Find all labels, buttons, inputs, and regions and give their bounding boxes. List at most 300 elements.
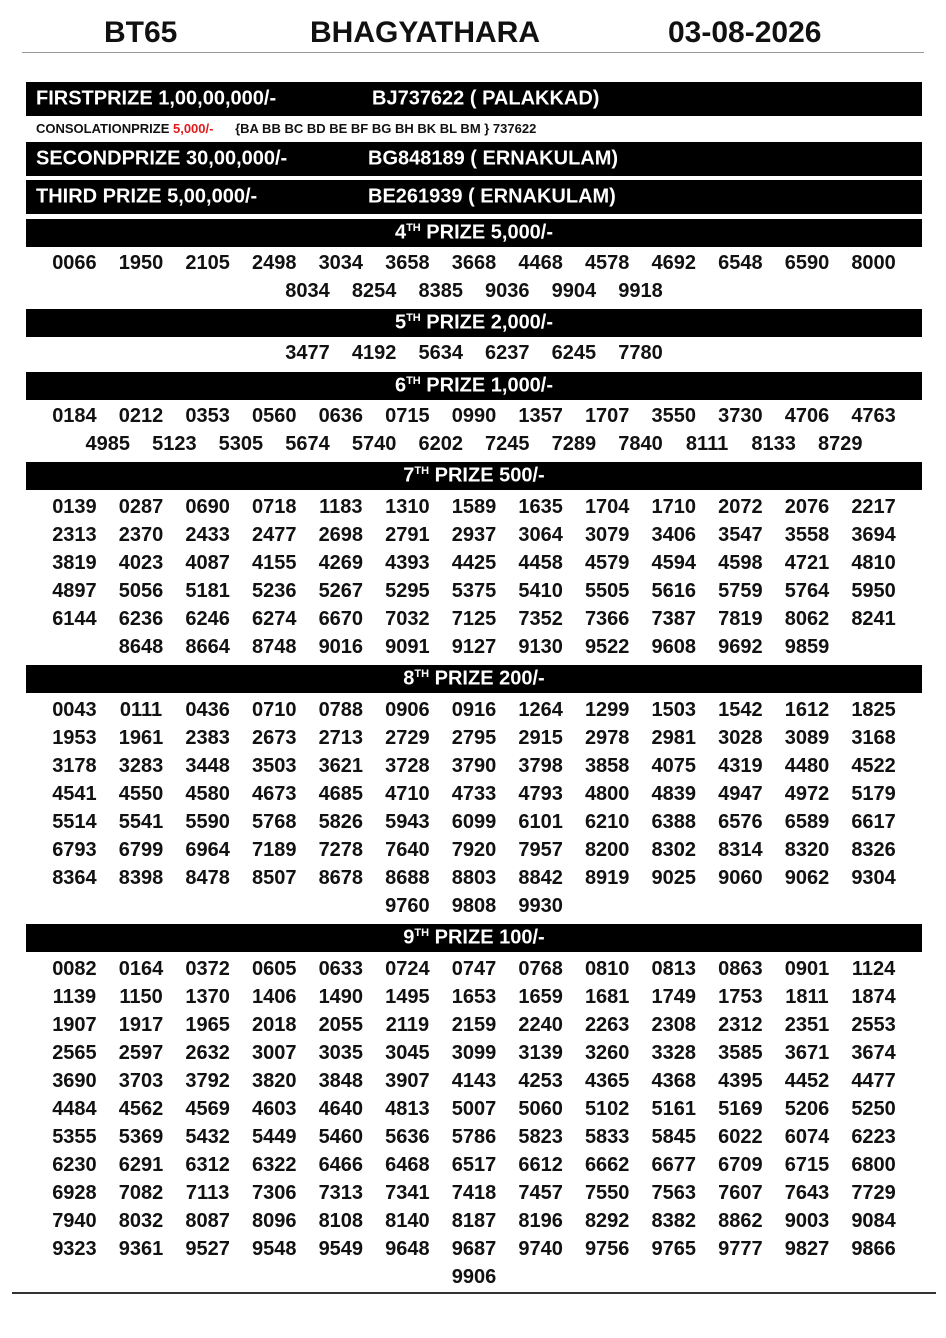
winning-number: 1370 xyxy=(185,986,230,1008)
winning-number: 6223 xyxy=(851,1126,896,1148)
winning-number: 5674 xyxy=(285,433,330,455)
winning-number: 2055 xyxy=(318,1014,364,1036)
winning-number: 3703 xyxy=(118,1070,164,1092)
winning-number: 4087 xyxy=(185,552,230,574)
winning-number: 7352 xyxy=(518,608,563,630)
winning-number: 1124 xyxy=(851,958,896,980)
winning-number: 9904 xyxy=(551,280,597,302)
winning-number: 4673 xyxy=(251,783,297,805)
prize-8-bar xyxy=(26,665,922,693)
winning-number: 1635 xyxy=(518,496,563,518)
winning-number: 2263 xyxy=(584,1014,630,1036)
number-row xyxy=(24,249,924,277)
winning-number: 4603 xyxy=(251,1098,297,1120)
winning-number: 2498 xyxy=(251,252,297,274)
winning-number: 1811 xyxy=(785,986,829,1008)
second-prize-label: SECONDPRIZE 30,00,000/- xyxy=(36,147,288,170)
winning-number: 9777 xyxy=(718,1238,763,1260)
winning-number: 6099 xyxy=(451,811,497,833)
prize-4-numbers xyxy=(24,249,924,305)
winning-number: 7313 xyxy=(318,1182,364,1204)
winning-number: 4598 xyxy=(718,552,763,574)
winning-number: 3674 xyxy=(851,1042,896,1064)
winning-number: 5060 xyxy=(518,1098,563,1120)
number-row xyxy=(24,1263,924,1291)
winning-number: 5267 xyxy=(318,580,364,602)
winning-number: 4522 xyxy=(851,755,896,777)
winning-number: 5206 xyxy=(784,1098,830,1120)
winning-number: 1150 xyxy=(119,986,163,1008)
winning-number: 5590 xyxy=(185,811,230,833)
winning-number: 9025 xyxy=(651,867,697,889)
winning-number: 9608 xyxy=(651,636,697,658)
winning-number: 2433 xyxy=(185,524,230,546)
number-row xyxy=(24,493,924,521)
number-row xyxy=(24,1151,924,1179)
prize-9-title xyxy=(26,927,922,950)
winning-number: 8034 xyxy=(285,280,330,302)
winning-number: 0353 xyxy=(185,405,230,427)
winning-number: 3448 xyxy=(185,755,230,777)
winning-number: 6709 xyxy=(718,1154,763,1176)
prize-ordinal: 9 xyxy=(403,926,415,949)
winning-number: 3079 xyxy=(584,524,630,546)
prize-ordinal: 5 xyxy=(394,311,407,334)
number-row xyxy=(24,1179,924,1207)
winning-number: 0184 xyxy=(52,405,97,427)
consolation-label: CONSOLATIONPRIZE xyxy=(36,121,173,136)
first-prize-label: FIRSTPRIZE 1,00,00,000/- xyxy=(36,87,277,110)
winning-number: 4395 xyxy=(718,1070,763,1092)
winning-number: 6715 xyxy=(784,1154,830,1176)
number-row xyxy=(24,1123,924,1151)
winning-number: 4480 xyxy=(784,755,830,777)
winning-number: 7341 xyxy=(385,1182,430,1204)
winning-number: 1503 xyxy=(651,699,697,721)
winning-number: 7082 xyxy=(118,1182,164,1204)
prize-5-bar xyxy=(26,309,922,337)
winning-number: 5505 xyxy=(584,580,630,602)
winning-number: 5634 xyxy=(418,342,463,364)
winning-number: 6291 xyxy=(118,1154,164,1176)
winning-number: 3406 xyxy=(651,524,697,546)
winning-number: 7563 xyxy=(651,1182,697,1204)
winning-number: 4253 xyxy=(518,1070,563,1092)
winning-number: 1825 xyxy=(851,699,896,721)
winning-number: 0164 xyxy=(118,958,164,980)
prize-ordinal-suffix: TH xyxy=(406,221,421,234)
winning-number: 3034 xyxy=(318,252,364,274)
winning-number: 0718 xyxy=(251,496,297,518)
winning-number: 9648 xyxy=(385,1238,430,1260)
winning-number: 4319 xyxy=(718,755,763,777)
winning-number: 3099 xyxy=(451,1042,497,1064)
winning-number: 9549 xyxy=(318,1238,364,1260)
winning-number: 0605 xyxy=(251,958,297,980)
winning-number: 4692 xyxy=(651,252,697,274)
winning-number: 6237 xyxy=(485,342,530,364)
winning-number: 8919 xyxy=(584,867,630,889)
winning-number: 5056 xyxy=(118,580,164,602)
winning-number: 2477 xyxy=(251,524,297,546)
prize-ordinal: 4 xyxy=(394,221,407,244)
winning-number: 3585 xyxy=(718,1042,763,1064)
winning-number: 5768 xyxy=(251,811,297,833)
winning-number: 8241 xyxy=(851,608,896,630)
winning-number: 2159 xyxy=(451,1014,497,1036)
winning-number: 6236 xyxy=(118,608,164,630)
prize-7-title xyxy=(26,465,922,488)
winning-number: 1961 xyxy=(118,727,164,749)
winning-number: 0810 xyxy=(584,958,630,980)
number-row xyxy=(24,892,924,920)
winning-number: 4468 xyxy=(518,252,563,274)
winning-number: 8111 xyxy=(685,433,729,455)
winning-number: 1406 xyxy=(251,986,297,1008)
number-row xyxy=(24,402,924,430)
winning-number: 0813 xyxy=(651,958,697,980)
winning-number: 3671 xyxy=(784,1042,830,1064)
winning-number: 6576 xyxy=(718,811,763,833)
winning-number: 6101 xyxy=(518,811,563,833)
winning-number: 4640 xyxy=(318,1098,364,1120)
winning-number: 2072 xyxy=(718,496,763,518)
winning-number: 4763 xyxy=(851,405,896,427)
winning-number: 4800 xyxy=(584,783,630,805)
prize-ordinal: 7 xyxy=(403,464,415,487)
number-row xyxy=(24,1067,924,1095)
draw-date: 03-08-2026 xyxy=(668,16,822,49)
winning-number: 6617 xyxy=(851,811,896,833)
winning-number: 4594 xyxy=(651,552,697,574)
winning-number: 3730 xyxy=(718,405,763,427)
winning-number: 7840 xyxy=(618,433,663,455)
winning-number: 1183 xyxy=(319,496,363,518)
winning-number: 4155 xyxy=(251,552,297,574)
winning-number: 3858 xyxy=(584,755,630,777)
winning-number: 5764 xyxy=(784,580,830,602)
winning-number: 4793 xyxy=(518,783,563,805)
winning-number: 8842 xyxy=(518,867,563,889)
winning-number: 4685 xyxy=(318,783,364,805)
winning-number: 8000 xyxy=(851,252,896,274)
winning-number: 9906 xyxy=(451,1266,497,1288)
winning-number: 1907 xyxy=(52,1014,97,1036)
winning-number: 0287 xyxy=(118,496,164,518)
winning-number: 4393 xyxy=(385,552,430,574)
winning-number: 2698 xyxy=(318,524,364,546)
winning-number: 7457 xyxy=(518,1182,563,1204)
prize-8-title xyxy=(26,668,922,691)
winning-number: 3558 xyxy=(784,524,830,546)
winning-number: 5161 xyxy=(651,1098,697,1120)
winning-number: 3550 xyxy=(651,405,697,427)
winning-number: 0690 xyxy=(185,496,230,518)
prize-8-numbers xyxy=(24,696,924,920)
winning-number: 7957 xyxy=(518,839,563,861)
winning-number: 3089 xyxy=(784,727,830,749)
winning-number: 2632 xyxy=(185,1042,230,1064)
winning-number: 8382 xyxy=(651,1210,697,1232)
prize-ordinal: 8 xyxy=(403,667,415,690)
winning-number: 0560 xyxy=(251,405,297,427)
winning-number: 9084 xyxy=(851,1210,896,1232)
winning-number: 5616 xyxy=(651,580,697,602)
winning-number: 9304 xyxy=(851,867,896,889)
number-row xyxy=(24,1207,924,1235)
winning-number: 4562 xyxy=(118,1098,164,1120)
winning-number: 6928 xyxy=(52,1182,97,1204)
winning-number: 4425 xyxy=(451,552,497,574)
winning-number: 5250 xyxy=(851,1098,896,1120)
winning-number: 6670 xyxy=(318,608,364,630)
winning-number: 3328 xyxy=(651,1042,697,1064)
winning-number: 0768 xyxy=(518,958,563,980)
winning-number: 4985 xyxy=(85,433,130,455)
third-prize-ticket: BE261939 ( ERNAKULAM) xyxy=(368,185,616,208)
winning-number: 9827 xyxy=(784,1238,830,1260)
winning-number: 3792 xyxy=(185,1070,230,1092)
winning-number: 8200 xyxy=(584,839,630,861)
winning-number: 3260 xyxy=(584,1042,630,1064)
winning-number: 3007 xyxy=(251,1042,297,1064)
winning-number: 6590 xyxy=(784,252,830,274)
winning-number: 5102 xyxy=(584,1098,630,1120)
winning-number: 6466 xyxy=(318,1154,364,1176)
winning-number: 0636 xyxy=(318,405,364,427)
winning-number: 7387 xyxy=(651,608,697,630)
prize-ordinal-suffix: TH xyxy=(414,667,430,680)
winning-number: 3819 xyxy=(52,552,97,574)
winning-number: 8803 xyxy=(451,867,497,889)
winning-number: 0901 xyxy=(784,958,830,980)
winning-number: 0111 xyxy=(119,699,163,721)
winning-number: 1659 xyxy=(518,986,563,1008)
winning-number: 7418 xyxy=(451,1182,497,1204)
winning-number: 1310 xyxy=(385,496,430,518)
number-row xyxy=(24,955,924,983)
winning-number: 5950 xyxy=(851,580,896,602)
number-row xyxy=(24,808,924,836)
winning-number: 6793 xyxy=(52,839,97,861)
winning-number: 3139 xyxy=(518,1042,563,1064)
winning-number: 3658 xyxy=(385,252,430,274)
winning-number: 3045 xyxy=(385,1042,430,1064)
winning-number: 1704 xyxy=(584,496,630,518)
winning-number: 9760 xyxy=(385,895,430,917)
winning-number: 9522 xyxy=(584,636,630,658)
winning-number: 0066 xyxy=(52,252,97,274)
winning-number: 4477 xyxy=(851,1070,896,1092)
winning-number: 8108 xyxy=(318,1210,364,1232)
winning-number: 5181 xyxy=(185,580,230,602)
winning-number: 1299 xyxy=(584,699,630,721)
winning-number: 9060 xyxy=(718,867,763,889)
winning-number: 1950 xyxy=(118,252,164,274)
winning-number: 2018 xyxy=(251,1014,297,1036)
winning-number: 4484 xyxy=(52,1098,97,1120)
winning-number: 4569 xyxy=(185,1098,230,1120)
prize-4-bar xyxy=(26,219,922,247)
number-row xyxy=(24,1039,924,1067)
number-row xyxy=(24,836,924,864)
winning-number: 5355 xyxy=(52,1126,97,1148)
number-row xyxy=(24,277,924,305)
lottery-name: BHAGYATHARA xyxy=(310,16,541,49)
winning-number: 1542 xyxy=(718,699,763,721)
winning-number: 0724 xyxy=(385,958,430,980)
winning-number: 2729 xyxy=(385,727,430,749)
winning-number: 5375 xyxy=(451,580,497,602)
winning-number: 9692 xyxy=(718,636,763,658)
winning-number: 9062 xyxy=(784,867,830,889)
winning-number: 3028 xyxy=(718,727,763,749)
winning-number: 8096 xyxy=(251,1210,297,1232)
winning-number: 3035 xyxy=(318,1042,364,1064)
winning-number: 5541 xyxy=(118,811,164,833)
prize-ordinal-suffix: TH xyxy=(414,464,430,477)
winning-number: 1589 xyxy=(451,496,497,518)
winning-number: 1495 xyxy=(385,986,430,1008)
winning-number: 2383 xyxy=(185,727,230,749)
winning-number: 8478 xyxy=(185,867,230,889)
winning-number: 5007 xyxy=(451,1098,497,1120)
winning-number: 9130 xyxy=(518,636,563,658)
winning-number: 0139 xyxy=(52,496,97,518)
winning-number: 0212 xyxy=(118,405,164,427)
number-row xyxy=(24,724,924,752)
winning-number: 6548 xyxy=(718,252,763,274)
winning-number: 4365 xyxy=(584,1070,630,1092)
winning-number: 9323 xyxy=(52,1238,97,1260)
consolation-prize xyxy=(36,121,536,136)
winning-number: 4972 xyxy=(784,783,830,805)
winning-number: 2981 xyxy=(651,727,697,749)
prize-5-title xyxy=(26,312,922,335)
prize-7-bar xyxy=(26,462,922,490)
winning-number: 4810 xyxy=(851,552,896,574)
winning-number: 7729 xyxy=(851,1182,896,1204)
winning-number: 5845 xyxy=(651,1126,697,1148)
winning-number: 5305 xyxy=(218,433,264,455)
winning-number: 0715 xyxy=(385,405,430,427)
winning-number: 4023 xyxy=(118,552,164,574)
winning-number: 3798 xyxy=(518,755,563,777)
winning-number: 2937 xyxy=(451,524,497,546)
draw-code: BT65 xyxy=(104,16,178,49)
winning-number: 7125 xyxy=(451,608,497,630)
third-prize-bar xyxy=(26,180,922,214)
winning-number: 4368 xyxy=(651,1070,697,1092)
second-prize-ticket: BG848189 ( ERNAKULAM) xyxy=(368,147,619,170)
winning-number: 2313 xyxy=(52,524,97,546)
winning-number: 4710 xyxy=(385,783,430,805)
number-row xyxy=(24,430,924,458)
winning-number: 8678 xyxy=(318,867,364,889)
winning-number: 0436 xyxy=(185,699,230,721)
footer-divider xyxy=(12,1292,936,1294)
winning-number: 2597 xyxy=(118,1042,164,1064)
winning-number: 3848 xyxy=(318,1070,364,1092)
winning-number: 2308 xyxy=(651,1014,697,1036)
winning-number: 6274 xyxy=(251,608,297,630)
number-row xyxy=(24,521,924,549)
winning-number: 4947 xyxy=(718,783,763,805)
winning-number: 3694 xyxy=(851,524,896,546)
winning-number: 3907 xyxy=(385,1070,430,1092)
winning-number: 8320 xyxy=(784,839,830,861)
winning-number: 2791 xyxy=(385,524,430,546)
winning-number: 1681 xyxy=(584,986,630,1008)
prize-ordinal-suffix: TH xyxy=(406,311,421,324)
number-row xyxy=(24,864,924,892)
winning-number: 4458 xyxy=(518,552,563,574)
winning-number: 7940 xyxy=(52,1210,97,1232)
winning-number: 3503 xyxy=(251,755,297,777)
winning-number: 8688 xyxy=(385,867,430,889)
prize-6-title xyxy=(26,375,922,398)
winning-number: 6662 xyxy=(584,1154,630,1176)
winning-number: 3668 xyxy=(451,252,497,274)
prize-5-numbers xyxy=(24,339,924,367)
number-row xyxy=(24,549,924,577)
winning-number: 6022 xyxy=(718,1126,763,1148)
number-row xyxy=(24,633,924,661)
winning-number: 6246 xyxy=(185,608,230,630)
winning-number: 7920 xyxy=(451,839,497,861)
winning-number: 7819 xyxy=(718,608,763,630)
prize-amount: PRIZE 1,000/- xyxy=(420,374,554,397)
winning-number: 9016 xyxy=(318,636,364,658)
winning-number: 3168 xyxy=(851,727,896,749)
winning-number: 8032 xyxy=(118,1210,164,1232)
winning-number: 5460 xyxy=(318,1126,364,1148)
winning-number: 5759 xyxy=(718,580,763,602)
winning-number: 6612 xyxy=(518,1154,563,1176)
winning-number: 0633 xyxy=(318,958,364,980)
winning-number: 3820 xyxy=(251,1070,297,1092)
winning-number: 8314 xyxy=(718,839,763,861)
winning-number: 3283 xyxy=(118,755,164,777)
winning-number: 6964 xyxy=(185,839,230,861)
prize-9-numbers xyxy=(24,955,924,1291)
winning-number: 0710 xyxy=(251,699,297,721)
winning-number: 9361 xyxy=(118,1238,164,1260)
winning-number: 3621 xyxy=(318,755,364,777)
winning-number: 1749 xyxy=(651,986,697,1008)
winning-number: 6210 xyxy=(584,811,630,833)
winning-number: 9930 xyxy=(518,895,563,917)
winning-number: 5514 xyxy=(52,811,97,833)
winning-number: 0906 xyxy=(385,699,430,721)
second-prize-bar xyxy=(26,142,922,176)
winning-number: 8862 xyxy=(718,1210,763,1232)
winning-number: 2565 xyxy=(52,1042,97,1064)
winning-number: 5410 xyxy=(518,580,563,602)
winning-number: 9003 xyxy=(784,1210,830,1232)
winning-number: 8140 xyxy=(385,1210,430,1232)
winning-number: 2119 xyxy=(385,1014,430,1036)
winning-number: 5449 xyxy=(251,1126,297,1148)
winning-number: 8326 xyxy=(851,839,896,861)
winning-number: 7289 xyxy=(551,433,597,455)
winning-number: 1264 xyxy=(518,699,563,721)
winning-number: 5432 xyxy=(185,1126,230,1148)
winning-number: 7306 xyxy=(251,1182,297,1204)
winning-number: 8385 xyxy=(418,280,463,302)
winning-number: 4269 xyxy=(318,552,364,574)
number-row xyxy=(24,1011,924,1039)
